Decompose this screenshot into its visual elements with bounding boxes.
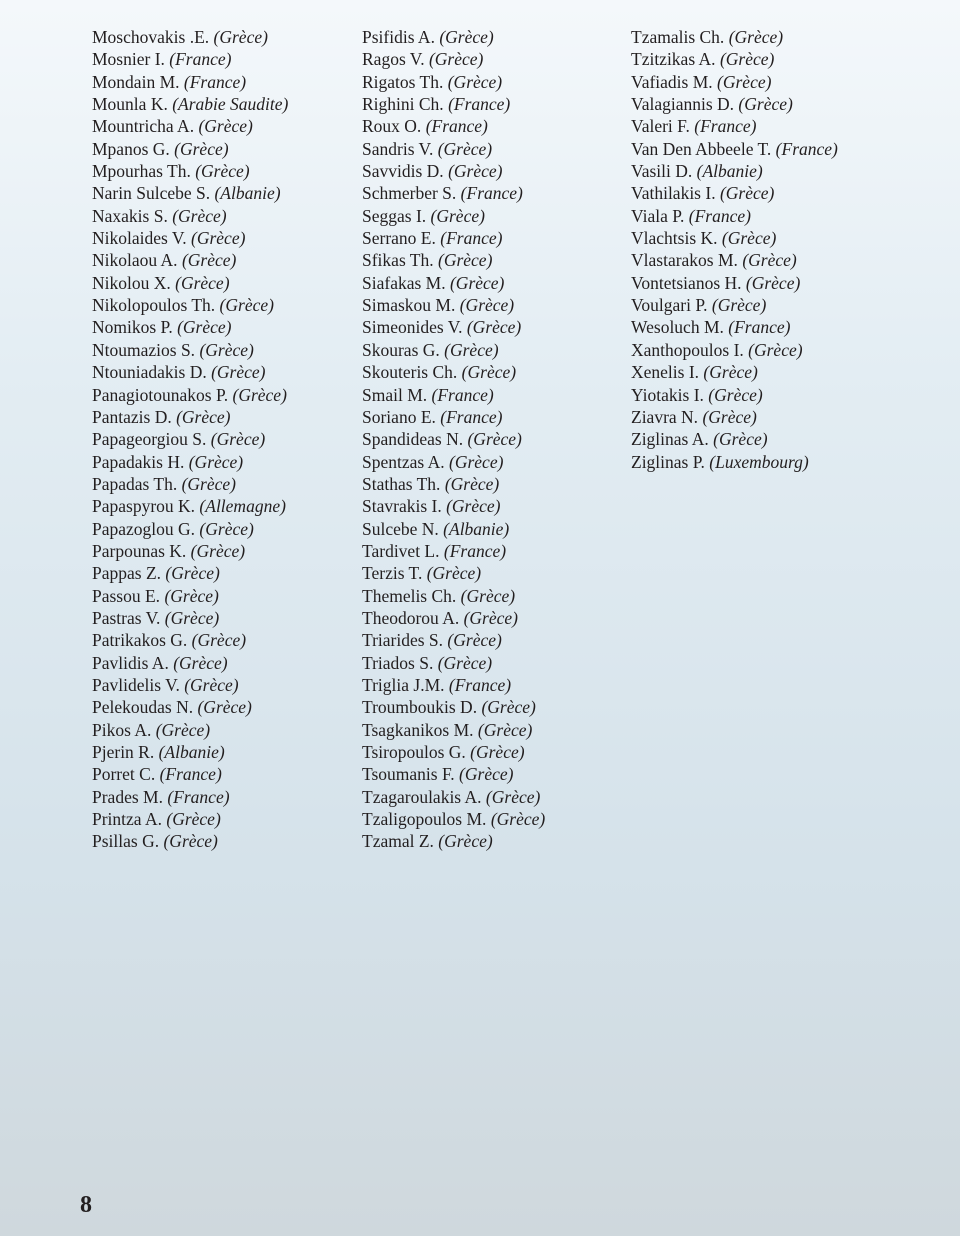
participant-country: (Grèce) [177, 317, 232, 338]
participant-name: Tsiropoulos G. [362, 742, 466, 762]
list-item [362, 518, 632, 540]
participant-country: (Grèce) [711, 295, 767, 316]
participant-country: (Grèce) [745, 272, 801, 293]
participant-country: (Grèce) [173, 652, 228, 673]
list-item [362, 93, 632, 115]
list-item [92, 428, 362, 450]
participant-name: Pavlidis A. [92, 652, 169, 673]
participant-name: Parpounas K. [92, 540, 187, 561]
participant-name: Naxakis S. [92, 205, 168, 226]
list-item [631, 227, 901, 249]
participant-name: Psifidis A. [362, 27, 435, 47]
column-3 [631, 26, 901, 473]
participant-country: (Albanie) [443, 518, 510, 539]
list-item [362, 361, 632, 383]
list-item [362, 115, 632, 137]
participant-name: Papaspyrou K. [92, 496, 196, 517]
list-item [362, 719, 632, 741]
participant-country: (Grèce) [210, 429, 266, 450]
participant-name: Vathilakis I. [631, 183, 716, 204]
participant-name: Stavrakis I. [362, 496, 442, 517]
participant-country: (Grèce) [199, 339, 254, 360]
list-item [362, 71, 632, 93]
list-item [362, 562, 632, 584]
participant-country: (France) [728, 317, 791, 338]
participant-country: (France) [440, 406, 503, 427]
list-item [92, 562, 362, 584]
participant-country: (France) [448, 674, 512, 695]
participants-list [92, 26, 952, 866]
participant-name: Simaskou M. [362, 295, 456, 316]
participant-country: (Grèce) [490, 809, 546, 830]
list-item [631, 138, 901, 160]
participant-country: (France) [694, 116, 757, 137]
list-item [362, 540, 632, 562]
list-item [631, 249, 901, 271]
participant-country: (Grèce) [702, 406, 757, 427]
participant-name: Triarides S. [362, 630, 444, 651]
list-item [631, 205, 901, 227]
list-item [631, 272, 901, 294]
participant-country: (France) [448, 94, 511, 115]
list-item [362, 272, 632, 294]
list-item [631, 361, 901, 383]
participant-name: Valagiannis D. [631, 94, 735, 115]
participant-name: Vlachtsis K. [631, 228, 718, 249]
participant-name: Spandideas N. [362, 429, 464, 450]
participant-name: Pikos A. [92, 719, 152, 740]
list-item [362, 294, 632, 316]
participant-name: Ragos V. [362, 49, 425, 70]
list-item [92, 786, 362, 808]
participant-name: Rigatos Th. [362, 71, 444, 92]
participant-country: (France) [169, 49, 232, 70]
participant-country: (Grèce) [172, 205, 227, 226]
participant-country: (France) [431, 384, 494, 405]
participant-country: (Grèce) [198, 116, 253, 137]
participant-name: Ntoumazios S. [92, 339, 196, 360]
list-item [92, 741, 362, 763]
list-item [92, 763, 362, 785]
list-item [92, 249, 362, 271]
list-item [92, 71, 362, 93]
participant-country: (Grèce) [428, 49, 484, 70]
participant-country: (Grèce) [439, 27, 494, 47]
participant-name: Tsoumanis F. [362, 764, 455, 785]
participant-name: Xanthopoulos I. [631, 339, 744, 360]
participant-country: (France) [775, 138, 838, 159]
participant-name: Savvidis D. [362, 161, 444, 182]
participant-country: (Grèce) [155, 719, 211, 740]
list-item [362, 160, 632, 182]
participant-country: (Grèce) [232, 384, 287, 405]
participant-country: (Grèce) [449, 451, 504, 472]
list-item [92, 361, 362, 383]
participant-name: Papazoglou G. [92, 518, 196, 539]
participant-country: (France) [460, 183, 523, 204]
participant-country: (Grèce) [463, 607, 518, 628]
list-item [92, 607, 362, 629]
participant-name: Vlastarakos M. [631, 250, 738, 271]
participant-name: Triglia J.M. [362, 674, 445, 695]
list-item [362, 182, 632, 204]
list-item [362, 26, 632, 48]
list-item [92, 227, 362, 249]
list-item [92, 629, 362, 651]
participant-country: (Grèce) [164, 585, 219, 606]
list-item [631, 160, 901, 182]
participant-name: Serrano E. [362, 228, 436, 249]
participant-name: Pjerin R. [92, 742, 155, 762]
participant-country: (Albanie) [214, 183, 281, 204]
participant-country: (Grèce) [721, 228, 777, 249]
participant-country: (Grèce) [444, 473, 500, 494]
participant-country: (Grèce) [448, 161, 503, 182]
participant-country: (Grèce) [717, 71, 772, 92]
list-item [362, 451, 632, 473]
participant-country: (Grèce) [174, 138, 229, 159]
participant-country: (Grèce) [485, 786, 541, 807]
participant-country: (Grèce) [447, 630, 502, 651]
participant-country: (Grèce) [211, 362, 266, 383]
participant-name: Valeri F. [631, 116, 690, 137]
participant-name: Moschovakis .E. [92, 27, 210, 47]
list-item [362, 316, 632, 338]
list-item [631, 451, 901, 473]
participant-name: Nikolaou A. [92, 250, 178, 271]
participant-country: (Grèce) [481, 697, 536, 718]
list-item [362, 495, 632, 517]
participant-name: Vasili D. [631, 161, 693, 182]
participant-country: (Grèce) [708, 384, 763, 405]
participant-country: (Grèce) [719, 49, 775, 70]
list-item [362, 227, 632, 249]
list-item [92, 115, 362, 137]
list-item [92, 473, 362, 495]
participant-name: Panagiotounakos P. [92, 384, 229, 405]
participant-name: Schmerber S. [362, 183, 457, 204]
list-item [631, 294, 901, 316]
participant-country: (Luxembourg) [709, 451, 809, 472]
list-item [92, 93, 362, 115]
participant-name: Seggas I. [362, 205, 427, 226]
participant-name: Ziglinas P. [631, 451, 705, 472]
list-item [631, 384, 901, 406]
participant-name: Nikolou X. [92, 272, 171, 293]
participant-country: (Grèce) [444, 339, 499, 360]
list-item [92, 339, 362, 361]
list-item [362, 741, 632, 763]
list-item [631, 93, 901, 115]
participant-name: Ziavra N. [631, 406, 699, 427]
list-item [362, 607, 632, 629]
participant-country: (Grèce) [219, 295, 274, 316]
participant-name: Mpourhas Th. [92, 161, 191, 182]
participant-country: (Grèce) [460, 585, 516, 606]
list-item [362, 428, 632, 450]
participant-country: (Albanie) [158, 742, 225, 762]
participant-country: (France) [443, 540, 507, 561]
list-item [92, 830, 362, 852]
participant-country: (Grèce) [748, 339, 803, 360]
participant-name: Tzamalis Ch. [631, 27, 725, 47]
participant-country: (Grèce) [191, 228, 246, 249]
list-item [631, 115, 901, 137]
list-item [92, 272, 362, 294]
participant-name: Simeonides V. [362, 317, 463, 338]
list-item [92, 316, 362, 338]
participant-name: Skouras G. [362, 339, 440, 360]
list-item [362, 830, 632, 852]
participant-country: (Grèce) [175, 272, 230, 293]
participant-name: Vontetsianos H. [631, 272, 742, 293]
participant-name: Soriano E. [362, 406, 436, 427]
participant-name: Spentzas A. [362, 451, 445, 472]
list-item [631, 71, 901, 93]
participant-name: Papageorgiou S. [92, 429, 207, 450]
participant-name: Troumboukis D. [362, 697, 478, 718]
participant-country: (France) [440, 228, 503, 249]
participant-name: Pappas Z. [92, 563, 162, 584]
list-item [362, 138, 632, 160]
participant-country: (Grèce) [446, 496, 501, 517]
list-item [362, 384, 632, 406]
participant-name: Voulgari P. [631, 295, 708, 316]
participant-country: (Grèce) [438, 250, 493, 271]
participant-name: Triados S. [362, 652, 434, 673]
participant-name: Passou E. [92, 585, 161, 606]
participant-country: (Grèce) [164, 607, 220, 628]
participant-name: Nikolaides V. [92, 228, 187, 249]
participant-country: (Grèce) [176, 406, 231, 427]
list-item [92, 518, 362, 540]
participant-country: (Grèce) [437, 652, 493, 673]
participant-country: (France) [167, 786, 230, 807]
list-item [92, 48, 362, 70]
participant-name: Siafakas M. [362, 272, 446, 293]
participant-country: (Grèce) [742, 250, 797, 271]
participant-name: Wesoluch M. [631, 317, 724, 338]
participant-country: (Grèce) [470, 742, 525, 762]
participant-country: (Grèce) [703, 362, 758, 383]
participant-country: (Grèce) [447, 71, 503, 92]
participant-country: (Grèce) [163, 831, 218, 852]
participant-country: (France) [183, 71, 247, 92]
participant-name: Sulcebe N. [362, 518, 439, 539]
column-1 [92, 26, 362, 853]
list-item [362, 674, 632, 696]
list-item [362, 629, 632, 651]
participant-country: (Grèce) [190, 540, 246, 561]
participant-name: Mountricha A. [92, 116, 195, 137]
list-item [92, 451, 362, 473]
participant-country: (Grèce) [467, 429, 522, 450]
participant-country: (Grèce) [449, 272, 505, 293]
list-item [631, 182, 901, 204]
participant-country: (Grèce) [195, 161, 250, 182]
participant-name: Printza A. [92, 809, 162, 830]
list-item [631, 48, 901, 70]
participant-name: Papadas Th. [92, 473, 178, 494]
participant-country: (Grèce) [165, 563, 220, 584]
participant-name: Psillas G. [92, 831, 160, 852]
list-item [92, 808, 362, 830]
participant-name: Tzitzikas A. [631, 49, 716, 70]
list-item [92, 674, 362, 696]
list-item [631, 339, 901, 361]
participant-name: Vafiadis M. [631, 71, 713, 92]
participant-name: Mosnier I. [92, 49, 165, 70]
participant-name: Yiotakis I. [631, 384, 704, 405]
participant-country: (Grèce) [188, 451, 244, 472]
list-item [362, 585, 632, 607]
list-item [92, 160, 362, 182]
participant-country: (Grèce) [166, 809, 221, 830]
list-item [631, 316, 901, 338]
participant-name: Xenelis I. [631, 362, 700, 383]
participant-name: Tzaligopoulos M. [362, 809, 487, 830]
participant-name: Papadakis H. [92, 451, 185, 472]
participant-country: (France) [688, 205, 751, 226]
list-item [92, 205, 362, 227]
list-item [362, 473, 632, 495]
participant-country: (Grèce) [438, 831, 493, 852]
participant-country: (Grèce) [466, 317, 522, 338]
participant-name: Themelis Ch. [362, 585, 457, 606]
participant-country: (Grèce) [430, 205, 485, 226]
participant-name: Sandris V. [362, 138, 434, 159]
participant-name: Tardivet L. [362, 540, 440, 561]
participant-name: Van Den Abbeele T. [631, 138, 772, 159]
participant-name: Tzamal Z. [362, 831, 434, 852]
participant-country: (Grèce) [713, 429, 768, 450]
list-item [362, 249, 632, 271]
list-item [631, 406, 901, 428]
list-item [92, 696, 362, 718]
participant-name: Terzis T. [362, 563, 423, 584]
participant-name: Prades M. [92, 786, 163, 807]
participant-name: Patrikakos G. [92, 630, 188, 651]
participant-country: (Grèce) [197, 697, 252, 718]
participant-name: Sfikas Th. [362, 250, 434, 271]
participant-country: (Grèce) [477, 719, 533, 740]
participant-country: (France) [425, 116, 488, 137]
participant-name: Smail M. [362, 384, 428, 405]
list-item [362, 205, 632, 227]
participant-name: Ziglinas A. [631, 429, 709, 450]
participant-country: (Grèce) [199, 518, 254, 539]
list-item [92, 182, 362, 204]
participant-name: Pastras V. [92, 607, 161, 628]
participant-country: (Grèce) [426, 563, 482, 584]
list-item [362, 48, 632, 70]
list-item [92, 540, 362, 562]
list-item [92, 585, 362, 607]
list-item [92, 384, 362, 406]
participant-name: Mondain M. [92, 71, 180, 92]
participant-country: (Grèce) [459, 764, 514, 785]
participant-name: Ntouniadakis D. [92, 362, 207, 383]
participant-name: Pantazis D. [92, 406, 172, 427]
participant-country: (Arabie Saudite) [172, 94, 289, 115]
list-item [92, 719, 362, 741]
participant-name: Skouteris Ch. [362, 362, 458, 383]
participant-name: Narin Sulcebe S. [92, 183, 211, 204]
participant-country: (Allemagne) [199, 496, 286, 517]
list-item [92, 294, 362, 316]
list-item [92, 406, 362, 428]
participant-country: (Grèce) [738, 94, 793, 115]
participant-country: (France) [159, 764, 222, 785]
participant-name: Theodorou A. [362, 607, 460, 628]
list-item [362, 786, 632, 808]
participant-name: Pavlidelis V. [92, 674, 180, 695]
participant-country: (Grèce) [461, 362, 517, 383]
list-item [92, 652, 362, 674]
participant-name: Righini Ch. [362, 94, 444, 115]
list-item [362, 763, 632, 785]
participant-country: (Albanie) [696, 161, 763, 182]
list-item [631, 428, 901, 450]
participant-country: (Grèce) [719, 183, 775, 204]
participant-country: (Grèce) [181, 250, 237, 271]
participant-country: (Grèce) [191, 630, 247, 651]
participant-name: Stathas Th. [362, 473, 441, 494]
list-item [362, 339, 632, 361]
participant-name: Mpanos G. [92, 138, 170, 159]
participant-country: (Grèce) [437, 138, 493, 159]
participant-country: (Grèce) [184, 674, 239, 695]
page-number: 8 [80, 1192, 92, 1218]
list-item [92, 26, 362, 48]
participant-name: Viala P. [631, 205, 685, 226]
participant-name: Mounla K. [92, 94, 168, 115]
list-item [92, 138, 362, 160]
list-item [92, 495, 362, 517]
participant-name: Tsagkanikos M. [362, 719, 474, 740]
list-item [362, 652, 632, 674]
list-item [362, 696, 632, 718]
list-item [362, 808, 632, 830]
column-2 [362, 26, 632, 853]
participant-name: Nomikos P. [92, 317, 173, 338]
list-item [362, 406, 632, 428]
participant-name: Tzagaroulakis A. [362, 786, 482, 807]
participant-name: Nikolopoulos Th. [92, 295, 216, 316]
participant-name: Porret C. [92, 764, 156, 785]
participant-name: Roux O. [362, 116, 422, 137]
participant-name: Pelekoudas N. [92, 697, 194, 718]
participant-country: (Grèce) [459, 295, 515, 316]
participant-country: (Grèce) [213, 27, 268, 47]
list-item [631, 26, 901, 48]
participant-country: (Grèce) [181, 473, 236, 494]
participant-country: (Grèce) [728, 27, 784, 47]
